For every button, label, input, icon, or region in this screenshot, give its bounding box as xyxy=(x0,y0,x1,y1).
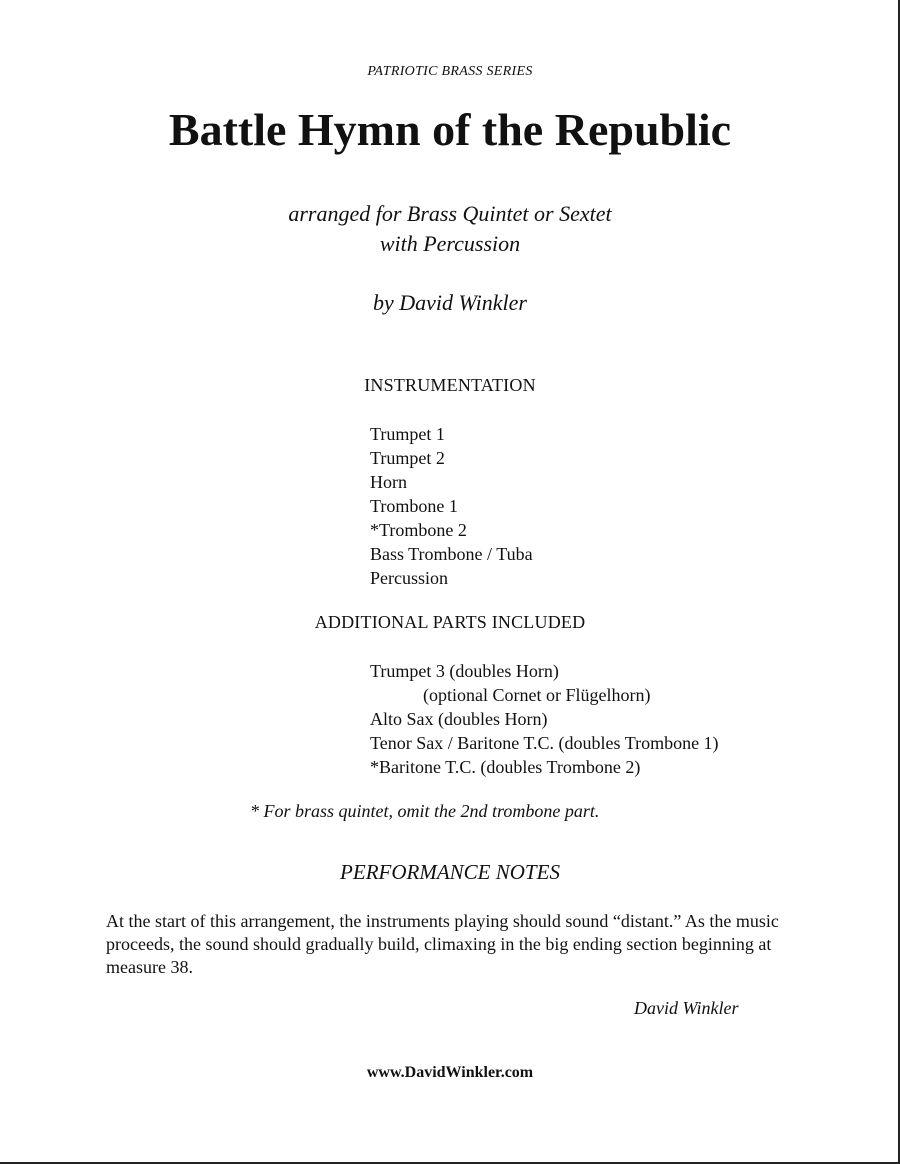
list-item: Trumpet 1 xyxy=(370,424,445,444)
list-item: *Trombone 2 xyxy=(370,520,467,540)
list-item: Horn xyxy=(370,472,407,492)
series-label: PATRIOTIC BRASS SERIES xyxy=(367,64,533,79)
subtitle-line-2: with Percussion xyxy=(379,231,521,256)
additional-parts-heading: ADDITIONAL PARTS INCLUDED xyxy=(314,612,586,632)
list-item: Trumpet 2 xyxy=(370,448,445,468)
list-item: Trumpet 3 (doubles Horn) xyxy=(370,661,559,681)
performance-notes-heading: PERFORMANCE NOTES xyxy=(340,860,560,884)
list-item: Bass Trombone / Tuba xyxy=(370,544,533,564)
performance-notes-text: At the start of this arrangement, the instruments playing should sound “distant.” As the music proceeds, the sound should gradually build, climaxing in the big ending section beginning at measure 38. xyxy=(106,911,779,977)
additional-parts-list xyxy=(370,659,719,779)
footnote: * For brass quintet, omit the 2nd trombone part. xyxy=(250,801,600,821)
subtitle-line-1: arranged for Brass Quintet or Sextet xyxy=(288,201,612,226)
list-item: Alto Sax (doubles Horn) xyxy=(370,709,548,729)
list-item: Trombone 1 xyxy=(370,496,458,516)
instrumentation-list xyxy=(370,422,533,590)
list-item: Percussion xyxy=(370,568,448,588)
instrumentation-heading: INSTRUMENTATION xyxy=(364,375,536,395)
list-item: *Baritone T.C. (doubles Trombone 2) xyxy=(370,757,641,777)
byline: by David Winkler xyxy=(373,290,527,315)
page-title: Battle Hymn of the Republic xyxy=(168,104,732,155)
list-item: Tenor Sax / Baritone T.C. (doubles Trombone 1) xyxy=(370,733,719,753)
list-item: (optional Cornet or Flügelhorn) xyxy=(423,685,651,705)
website-link[interactable]: www.DavidWinkler.com xyxy=(366,1064,534,1081)
signature: David Winkler xyxy=(634,998,739,1018)
